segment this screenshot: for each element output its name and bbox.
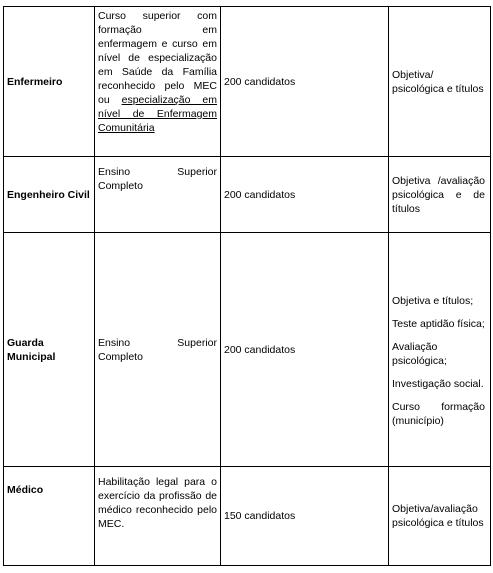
table-row xyxy=(4,467,491,566)
requirement-cell: Ensino Superior Completo xyxy=(95,157,221,233)
cargo-cell: Enfermeiro xyxy=(4,7,95,157)
table-row xyxy=(4,233,491,467)
cargo-cell: Engenheiro Civil xyxy=(4,157,95,233)
requirement-cell: Ensino Superior Completo xyxy=(95,233,221,467)
positions-table xyxy=(3,6,491,566)
cargo-cell: Médico xyxy=(4,467,95,566)
cargo-cell: Guarda Municipal xyxy=(4,233,95,467)
exam-item: Investigação social. xyxy=(392,377,484,390)
requirement-text: Curso superior com formação em enfermagem e curso em nível de especialização em Saúde da Família reconhecido pelo MEC ou xyxy=(98,10,217,106)
requirement-cell xyxy=(95,7,221,157)
exams-cell: Objetiva /avaliação psicológica e de títulos xyxy=(389,157,491,233)
vacancies-cell: 150 candidatos xyxy=(221,467,389,566)
table-row xyxy=(4,157,491,233)
vacancies-cell: 200 candidatos xyxy=(221,233,389,467)
exams-cell xyxy=(389,233,491,467)
exam-item: Avaliação psicológica; xyxy=(392,340,447,367)
exam-item: Objetiva e títulos; xyxy=(392,294,474,307)
table-row xyxy=(4,7,491,157)
exams-cell: Objetiva/avaliação psicológica e títulos xyxy=(389,467,491,566)
exam-item: Teste aptidão física; xyxy=(392,317,485,330)
requirement-underlined-text: especialização em nível de Enfermagem Comunitária xyxy=(98,94,217,134)
exams-cell: Objetiva/ psicológica e títulos xyxy=(389,7,491,157)
vacancies-cell: 200 candidatos xyxy=(221,157,389,233)
vacancies-cell: 200 candidatos xyxy=(221,7,389,157)
exam-item: Curso formação (município) xyxy=(392,400,485,427)
requirement-cell: Habilitação legal para o exercício da profissão de médico reconhecido pelo MEC. xyxy=(95,467,221,566)
